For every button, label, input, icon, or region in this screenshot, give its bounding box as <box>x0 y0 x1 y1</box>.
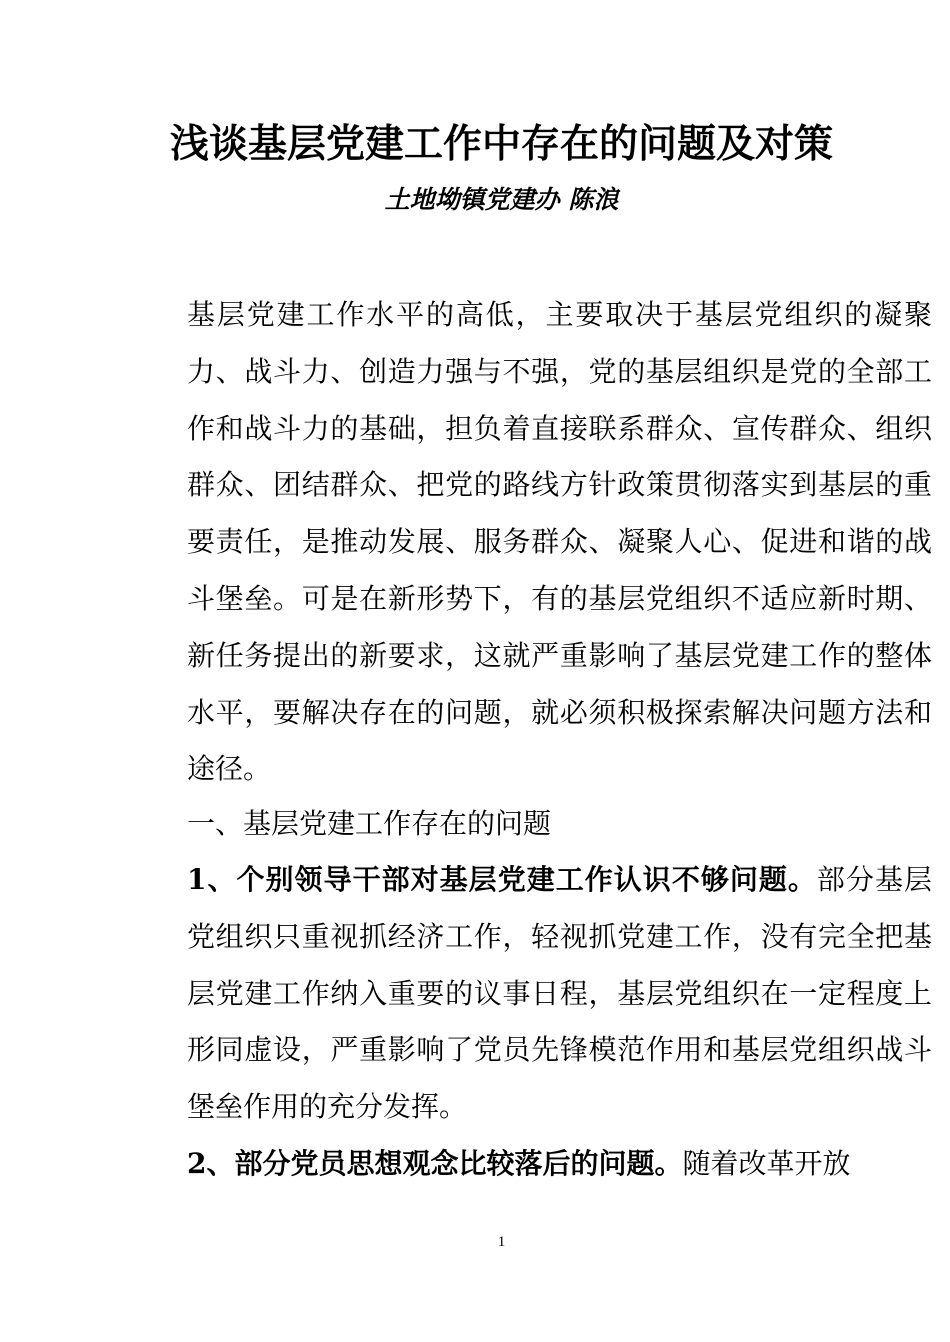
point-1-lead: 1、个别领导干部对基层党建工作认识不够问题。 <box>187 863 817 896</box>
point-1-paragraph <box>131 852 932 1136</box>
point-2-body: 随着改革开放 <box>682 1147 851 1180</box>
point-1-body: 部分基层党组织只重视抓经济工作，轻视抓党建工作，没有完全把基层党建工作纳入重要的议事日程，基层党组织在一定程度上形同虚设，严重影响了党员先锋模范作用和基层党组织战斗堡垒作用的充分发挥。 <box>187 863 932 1124</box>
section-heading: 一、基层党建工作存在的问题 <box>187 807 552 840</box>
point-2-paragraph <box>131 1136 932 1193</box>
author-byline: 土地坳镇党建办 陈浪 <box>384 185 619 214</box>
point-2-lead: 2、部分党员思想观念比较落后的问题。 <box>187 1147 683 1180</box>
page-number: 1 <box>497 1234 506 1250</box>
document-title: 浅谈基层党建工作中存在的问题及对策 <box>169 121 833 167</box>
intro-paragraph: 基层党建工作水平的高低，主要取决于基层党组织的凝聚力、战斗力、创造力强与不强，党的基层组织是党的全部工作和战斗力的基础，担负着直接联系群众、宣传群众、组织群众、团结群众、把党的路线方针政策贯彻落实到基层的重要责任，是推动发展、服务群众、凝聚人心、促进和谐的战斗堡垒。可是在新形势下，有的基层党组织不适应新时期、新任务提出的新要求，这就严重影响了基层党建工作的整体水平，要解决存在的问题，就必须积极探索解决问题方法和途径。 <box>187 298 932 786</box>
